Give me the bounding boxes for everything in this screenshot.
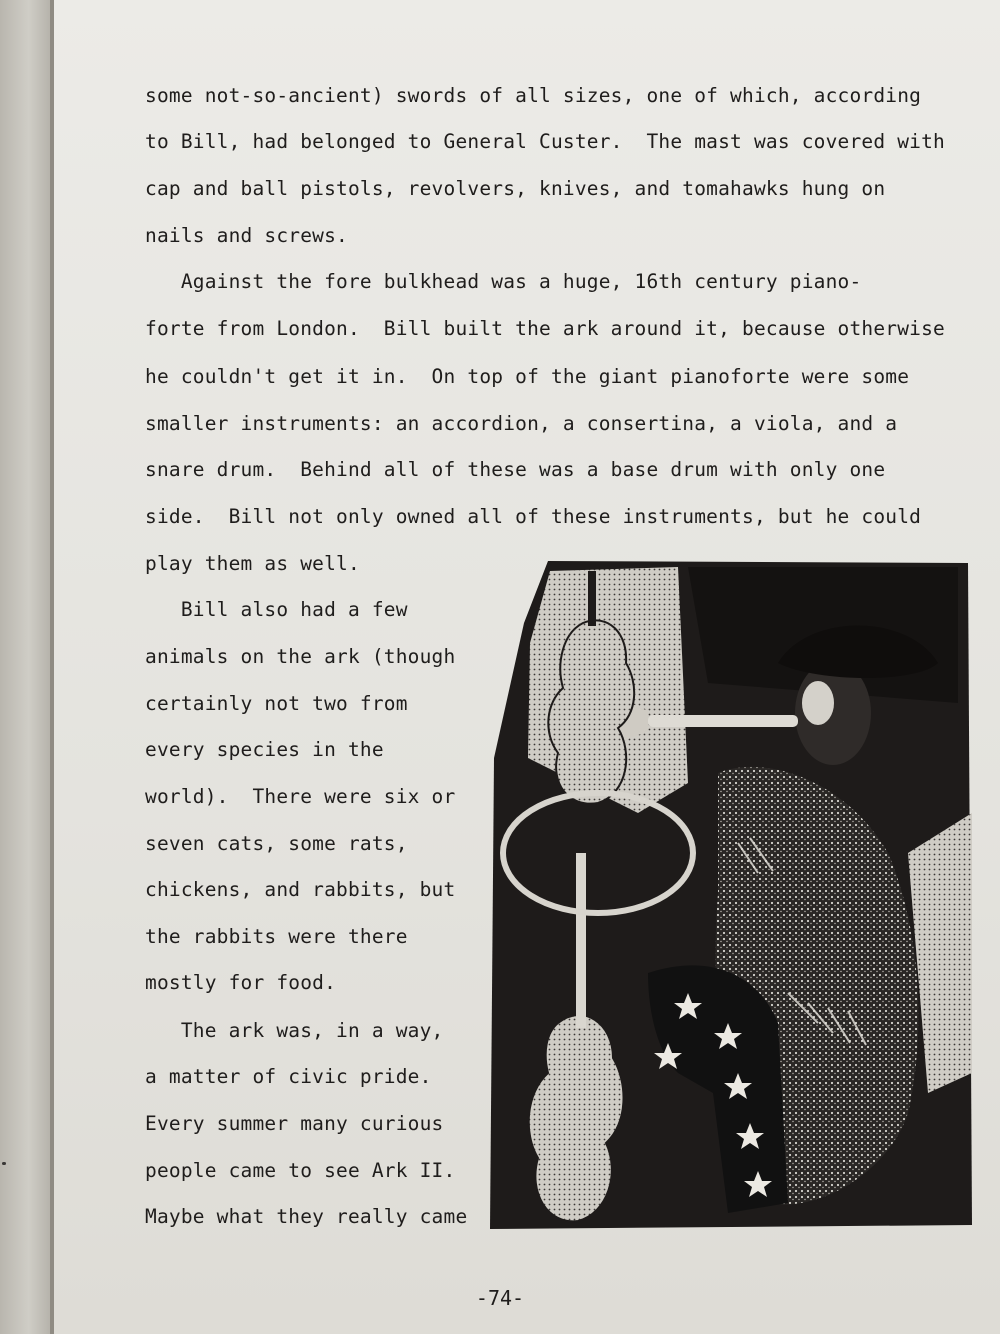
text-line: Maybe what they really came	[145, 1205, 468, 1228]
text-line: world). There were six or	[145, 785, 456, 808]
text-line: The ark was, in a way,	[145, 1019, 444, 1042]
text-line: forte from London. Bill built the ark around it, because otherwise	[145, 317, 945, 340]
text-line: chickens, and rabbits, but	[145, 878, 456, 901]
text-line: seven cats, some rats,	[145, 832, 408, 855]
text-line: animals on the ark (though	[145, 645, 456, 668]
text-line: play them as well.	[145, 552, 360, 575]
text-line: every species in the	[145, 738, 384, 761]
text-line: people came to see Ark II.	[145, 1159, 456, 1182]
text-line: some not-so-ancient) swords of all sizes, one of which, according	[145, 84, 922, 107]
text-line: cap and ball pistols, revolvers, knives, and tomahawks hung on	[145, 177, 886, 200]
page-number: -74-	[475, 1286, 525, 1310]
text-line: mostly for food.	[145, 971, 337, 994]
text-line: smaller instruments: an accordion, a consertina, a viola, and a	[145, 412, 898, 435]
text-line: snare drum. Behind all of these was a base drum with only one	[145, 458, 886, 481]
text-line: side. Bill not only owned all of these instruments, but he could	[145, 505, 922, 528]
text-line: a matter of civic pride.	[145, 1065, 432, 1088]
musician-photo-drawing	[488, 553, 974, 1231]
ink-speck	[2, 1162, 6, 1165]
musician-photo	[488, 553, 974, 1231]
text-line: to Bill, had belonged to General Custer. The mast was covered with	[145, 130, 945, 153]
text-line: Bill also had a few	[145, 598, 408, 621]
text-line: Against the fore bulkhead was a huge, 16th century piano-	[145, 270, 862, 293]
book-spine	[0, 0, 52, 1334]
text-line: certainly not two from	[145, 692, 408, 715]
text-line: the rabbits were there	[145, 925, 408, 948]
text-line: nails and screws.	[145, 224, 348, 247]
text-line: he couldn't get it in. On top of the giant pianoforte were some	[145, 365, 910, 388]
text-line: Every summer many curious	[145, 1112, 444, 1135]
